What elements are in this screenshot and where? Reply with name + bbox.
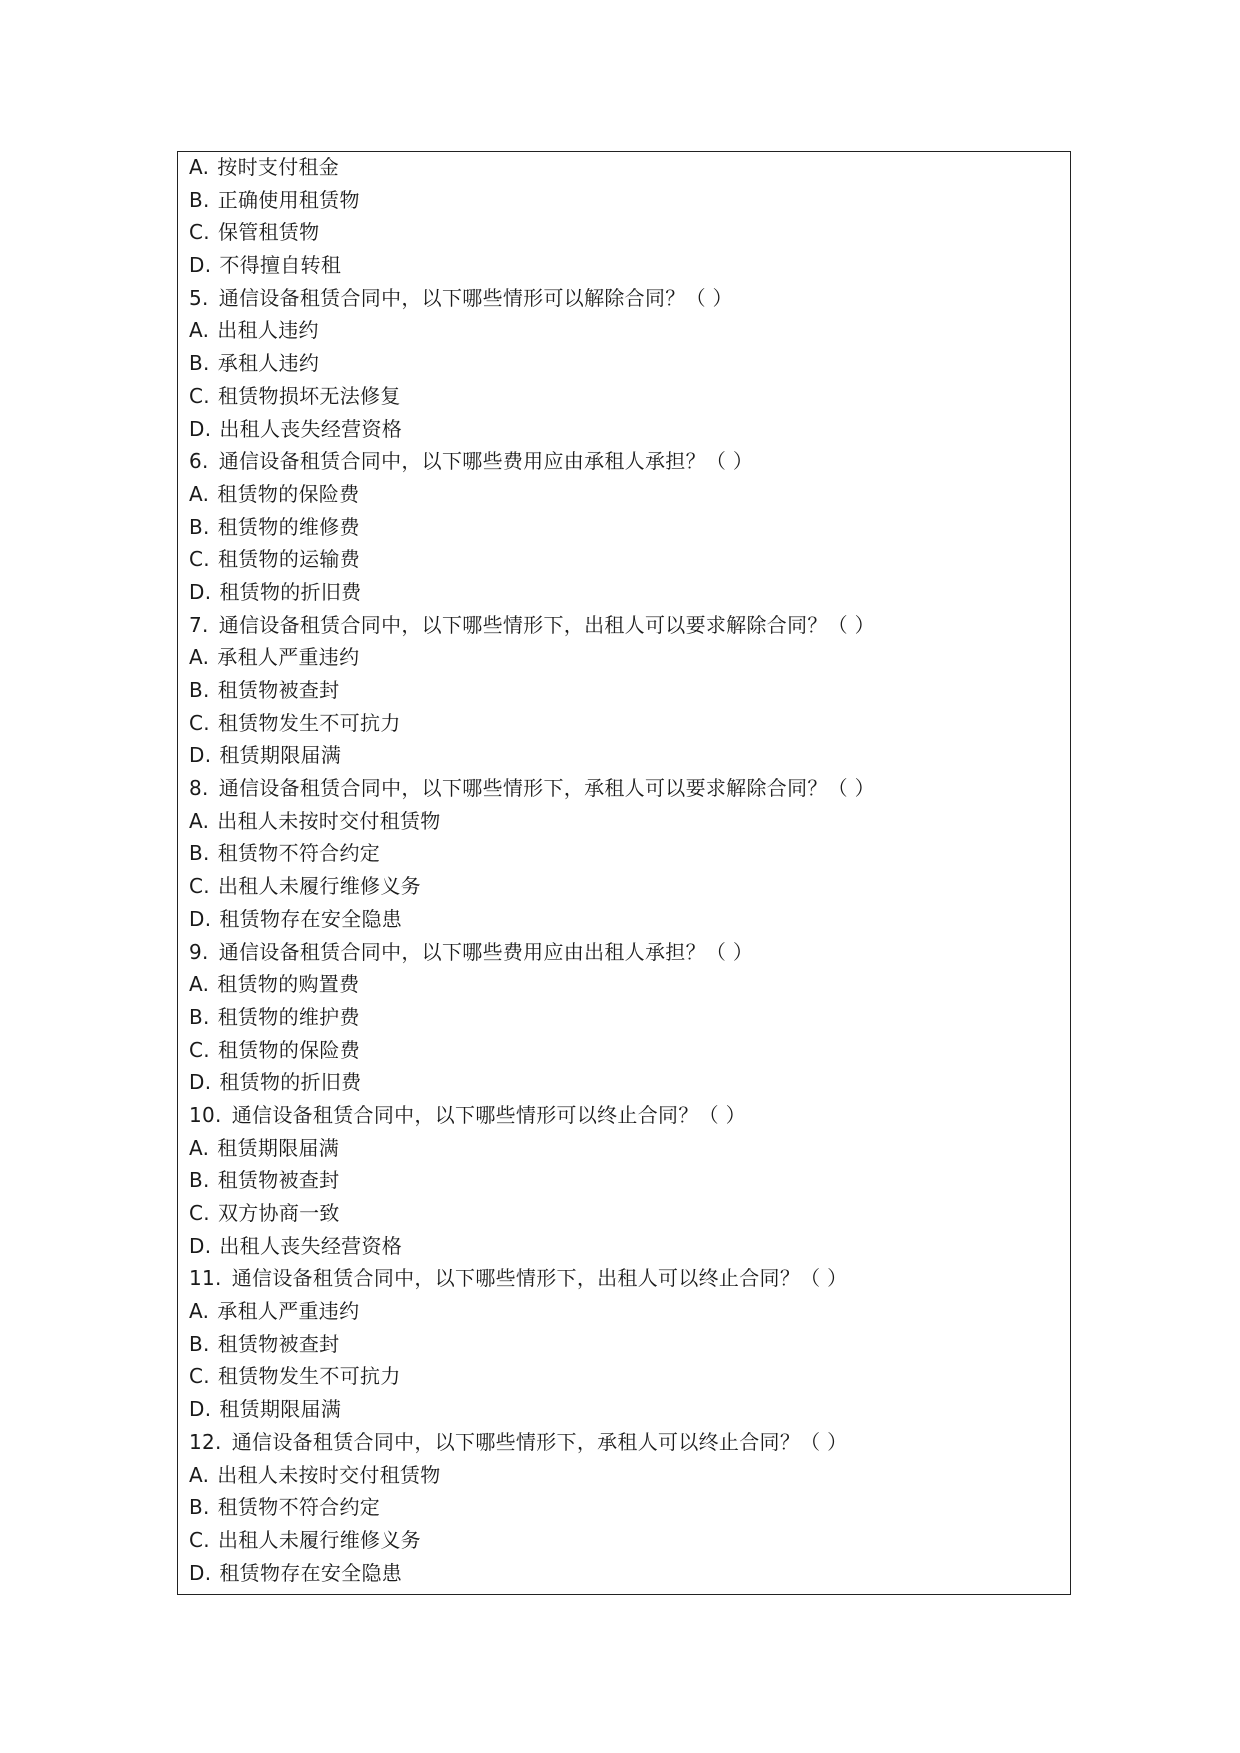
option-text: 租赁物存在安全隐患 bbox=[219, 1560, 403, 1585]
option-letter: A. bbox=[189, 1462, 210, 1487]
question-number: 9. bbox=[189, 939, 209, 964]
question-line bbox=[189, 936, 1049, 969]
option-text: 租赁物的折旧费 bbox=[219, 579, 362, 604]
option-line bbox=[189, 739, 1049, 772]
option-line bbox=[189, 1491, 1049, 1524]
option-line bbox=[189, 903, 1049, 936]
option-line bbox=[189, 1557, 1049, 1590]
option-line bbox=[189, 1132, 1049, 1165]
question-number: 7. bbox=[189, 612, 209, 637]
option-letter: B. bbox=[189, 1168, 210, 1193]
question-line bbox=[189, 772, 1049, 805]
option-letter: A. bbox=[189, 808, 210, 833]
option-text: 租赁物的购置费 bbox=[217, 972, 360, 997]
option-letter: B. bbox=[189, 514, 210, 539]
option-line bbox=[189, 641, 1049, 674]
option-text: 租赁物被查封 bbox=[217, 1168, 340, 1193]
option-text: 租赁物的运输费 bbox=[217, 547, 361, 572]
option-line bbox=[189, 347, 1049, 380]
question-number: 10. bbox=[189, 1102, 222, 1127]
option-text: 租赁物的保险费 bbox=[217, 1037, 361, 1062]
question-line bbox=[189, 445, 1049, 478]
question-text: 通信设备租赁合同中，以下哪些费用应由出租人承担？（ ） bbox=[218, 939, 754, 964]
option-text: 租赁物存在安全隐患 bbox=[219, 906, 403, 931]
option-text: 出租人未按时交付租赁物 bbox=[217, 808, 441, 833]
option-line bbox=[189, 674, 1049, 707]
option-text: 保管租赁物 bbox=[217, 220, 320, 245]
option-letter: D. bbox=[189, 906, 212, 931]
option-text: 出租人丧失经营资格 bbox=[219, 416, 403, 441]
option-letter: A. bbox=[189, 318, 210, 343]
option-text: 租赁物不符合约定 bbox=[217, 1495, 381, 1520]
option-letter: D. bbox=[189, 416, 212, 441]
option-text: 出租人违约 bbox=[217, 318, 319, 343]
option-letter: D. bbox=[189, 1560, 212, 1585]
option-line bbox=[189, 1066, 1049, 1099]
option-line bbox=[189, 1393, 1049, 1426]
option-line bbox=[189, 870, 1049, 903]
question-line bbox=[189, 1099, 1049, 1132]
option-letter: D. bbox=[189, 1233, 212, 1258]
option-letter: C. bbox=[189, 710, 210, 735]
question-list bbox=[189, 151, 1049, 1589]
option-text: 承租人严重违约 bbox=[217, 645, 360, 670]
option-text: 租赁物的折旧费 bbox=[219, 1070, 362, 1095]
option-text: 出租人未按时交付租赁物 bbox=[217, 1462, 441, 1487]
option-letter: B. bbox=[189, 841, 210, 866]
option-line bbox=[189, 805, 1049, 838]
option-letter: A. bbox=[189, 645, 210, 670]
question-text: 通信设备租赁合同中，以下哪些情形可以解除合同？（ ） bbox=[218, 285, 733, 310]
option-text: 租赁物被查封 bbox=[217, 678, 340, 702]
question-text: 通信设备租赁合同中，以下哪些情形下，承租人可以终止合同？（ ） bbox=[231, 1429, 848, 1454]
option-line bbox=[189, 1230, 1049, 1263]
option-text: 承租人严重违约 bbox=[217, 1299, 360, 1324]
question-line bbox=[189, 1426, 1049, 1459]
option-letter: D. bbox=[189, 1397, 212, 1422]
option-letter: B. bbox=[189, 678, 210, 702]
option-text: 租赁物的维修费 bbox=[217, 514, 360, 539]
option-line bbox=[189, 184, 1049, 217]
option-text: 租赁物发生不可抗力 bbox=[217, 710, 401, 735]
option-letter: D. bbox=[189, 253, 212, 278]
option-line bbox=[189, 1197, 1049, 1230]
option-letter: B. bbox=[189, 1495, 210, 1520]
option-letter: A. bbox=[189, 481, 210, 506]
question-number: 6. bbox=[189, 449, 209, 474]
option-line bbox=[189, 1164, 1049, 1197]
question-number: 11. bbox=[189, 1266, 222, 1291]
option-text: 租赁物损坏无法修复 bbox=[217, 383, 401, 408]
option-letter: D. bbox=[189, 1070, 212, 1095]
option-line bbox=[189, 1524, 1049, 1557]
option-text: 不得擅自转租 bbox=[219, 253, 342, 278]
option-text: 租赁物的维护费 bbox=[217, 1004, 360, 1029]
question-number: 8. bbox=[189, 776, 209, 801]
option-text: 承租人违约 bbox=[217, 351, 320, 376]
option-line bbox=[189, 314, 1049, 347]
option-line bbox=[189, 1034, 1049, 1067]
option-text: 租赁物被查封 bbox=[217, 1331, 340, 1356]
option-line bbox=[189, 1001, 1049, 1034]
option-line bbox=[189, 707, 1049, 740]
option-letter: C. bbox=[189, 874, 210, 899]
option-letter: A. bbox=[189, 1299, 210, 1324]
option-letter: B. bbox=[189, 351, 210, 376]
question-number: 5. bbox=[189, 285, 209, 310]
question-text: 通信设备租赁合同中，以下哪些情形下，出租人可以终止合同？（ ） bbox=[231, 1266, 848, 1291]
option-text: 按时支付租金 bbox=[217, 155, 340, 179]
option-line bbox=[189, 413, 1049, 446]
question-line bbox=[189, 282, 1049, 315]
option-line bbox=[189, 249, 1049, 282]
option-text: 出租人未履行维修义务 bbox=[217, 874, 421, 899]
question-line bbox=[189, 1262, 1049, 1295]
option-letter: C. bbox=[189, 383, 210, 408]
option-line bbox=[189, 1360, 1049, 1393]
question-number: 12. bbox=[189, 1429, 222, 1454]
option-line bbox=[189, 478, 1049, 511]
option-letter: D. bbox=[189, 743, 212, 768]
question-line bbox=[189, 609, 1049, 642]
option-letter: C. bbox=[189, 547, 210, 572]
question-text: 通信设备租赁合同中，以下哪些费用应由承租人承担？（ ） bbox=[218, 449, 754, 474]
option-letter: B. bbox=[189, 1004, 210, 1029]
option-line bbox=[189, 216, 1049, 249]
option-text: 租赁物不符合约定 bbox=[217, 841, 381, 866]
option-letter: B. bbox=[189, 1331, 210, 1356]
option-letter: A. bbox=[189, 1135, 210, 1160]
question-text: 通信设备租赁合同中，以下哪些情形可以终止合同？（ ） bbox=[231, 1102, 746, 1127]
option-line bbox=[189, 968, 1049, 1001]
option-letter: D. bbox=[189, 579, 212, 604]
option-line bbox=[189, 380, 1049, 413]
option-letter: A. bbox=[189, 972, 210, 997]
option-letter: B. bbox=[189, 187, 210, 212]
option-text: 租赁期限届满 bbox=[219, 743, 342, 768]
option-line bbox=[189, 511, 1049, 544]
option-text: 租赁期限届满 bbox=[217, 1135, 340, 1160]
option-line bbox=[189, 1459, 1049, 1492]
option-letter: A. bbox=[189, 155, 210, 179]
question-text: 通信设备租赁合同中，以下哪些情形下，出租人可以要求解除合同？（ ） bbox=[218, 612, 875, 637]
option-letter: C. bbox=[189, 1037, 210, 1062]
option-line bbox=[189, 576, 1049, 609]
option-text: 双方协商一致 bbox=[217, 1201, 340, 1225]
option-line bbox=[189, 543, 1049, 576]
option-text: 租赁物发生不可抗力 bbox=[217, 1364, 401, 1389]
question-text: 通信设备租赁合同中，以下哪些情形下，承租人可以要求解除合同？（ ） bbox=[218, 776, 875, 801]
option-text: 出租人丧失经营资格 bbox=[219, 1233, 403, 1258]
option-letter: C. bbox=[189, 220, 210, 245]
option-line bbox=[189, 837, 1049, 870]
option-text: 租赁物的保险费 bbox=[217, 481, 360, 506]
option-text: 出租人未履行维修义务 bbox=[217, 1527, 421, 1552]
option-line bbox=[189, 1328, 1049, 1361]
option-letter: C. bbox=[189, 1201, 210, 1225]
option-line bbox=[189, 1295, 1049, 1328]
option-text: 租赁期限届满 bbox=[219, 1397, 342, 1422]
option-line bbox=[189, 151, 1049, 184]
option-letter: C. bbox=[189, 1364, 210, 1389]
option-letter: C. bbox=[189, 1527, 210, 1552]
option-text: 正确使用租赁物 bbox=[217, 187, 360, 212]
